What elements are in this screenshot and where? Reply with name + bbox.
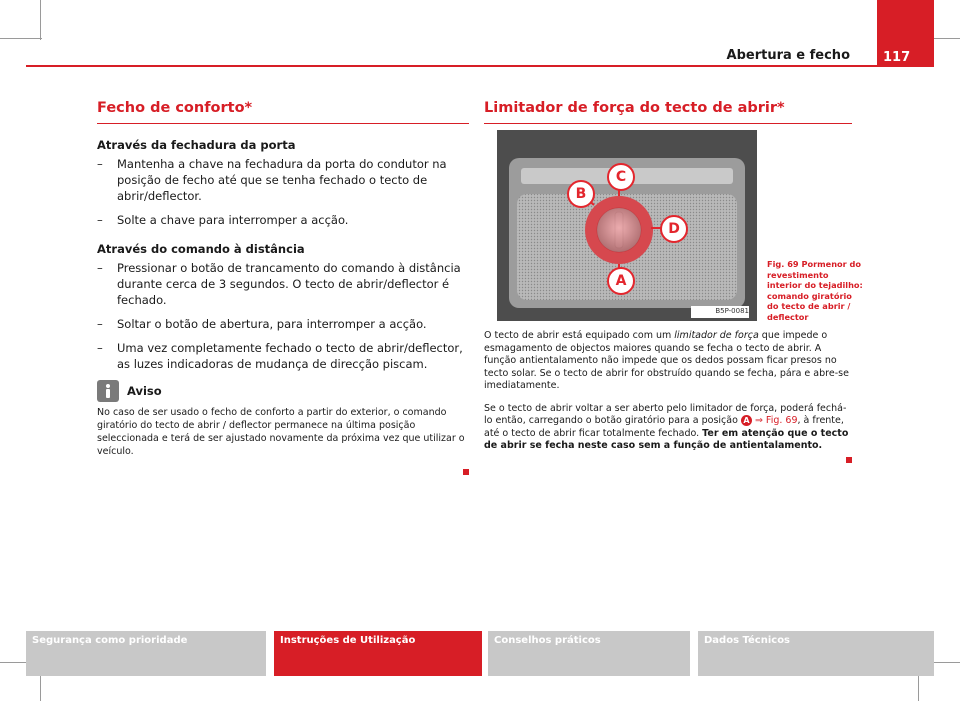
running-header: Abertura e fecho bbox=[726, 48, 850, 63]
figure-label-c: C bbox=[607, 163, 635, 191]
figure-label-d: D bbox=[660, 215, 688, 243]
list-item: – Pressionar o botão de trancamento do comando à distância durante cerca de 3 segundos. O tecto de abrir/deflector é fechado. bbox=[97, 261, 461, 307]
section-title-right: Limitador de força do tecto de abrir* bbox=[484, 100, 852, 124]
end-of-section-mark bbox=[463, 469, 469, 475]
paragraph: O tecto de abrir está equipado com um limitador de força que impede o esmagamento de objectos maiores quando se fecha o tecto de abrir. A função antientalamento não impede que os dedos possam ficar presos no tecto solar. Se o tecto de abrir for obstruído quando se fecha, pára e abre-se imediatamente. bbox=[484, 330, 849, 391]
note-header bbox=[97, 380, 469, 402]
figure-code: B5P-0081 bbox=[715, 307, 749, 315]
paragraph: Se o tecto de abrir voltar a ser aberto pelo limitador de força, poderá fechá-lo então, carregando o botão giratório para a posição A ⇒ Fig. 69, à frente, até o tecto de abrir ficar totalmente fechado. Ter em atenção que o tecto de abrir se fecha neste caso sem a função de antientalamento. bbox=[484, 402, 849, 451]
position-marker: A bbox=[741, 415, 752, 426]
subheading: Através da fechadura da porta bbox=[97, 138, 296, 152]
figure-link[interactable]: ⇒ Fig. 69 bbox=[754, 415, 798, 426]
figure-label-b: B bbox=[567, 180, 595, 208]
info-note-icon bbox=[97, 380, 119, 402]
footer-tab-tips[interactable]: Conselhos práticos bbox=[488, 631, 690, 676]
section-title-left: Fecho de conforto* bbox=[97, 100, 469, 124]
footer-tab-technical-data[interactable]: Dados Técnicos bbox=[698, 631, 934, 676]
left-column bbox=[97, 100, 469, 479]
list-item: – Mantenha a chave na fechadura da porta do condutor na posição de fecho até que se tenha fechado o tecto de abrir/deflector. bbox=[97, 157, 447, 203]
footer-tab-safety[interactable]: Segurança como prioridade bbox=[26, 631, 266, 676]
page-number: 117 bbox=[877, 0, 934, 67]
right-column bbox=[484, 100, 852, 124]
footer-tab-instructions[interactable]: Instruções de Utilização bbox=[274, 631, 482, 676]
note-text: No caso de ser usado o fecho de conforto a partir do exterior, o comando giratório do tecto de abrir / deflector permanece na última posição seleccionada e terá de ser ajustado novamente da próxima vez que utilizar o veículo. bbox=[97, 407, 465, 457]
right-body bbox=[484, 330, 852, 467]
list-item: – Soltar o botão de abertura, para interromper a acção. bbox=[97, 317, 427, 331]
end-of-section-mark bbox=[846, 457, 852, 463]
figure-caption: Fig. 69 Pormenor do revestimento interior do tejadilho: comando giratório do tecto de abrir / deflector bbox=[767, 259, 863, 322]
figure-roof-control bbox=[497, 130, 757, 321]
note-title: Aviso bbox=[127, 384, 162, 398]
figure-label-a: A bbox=[607, 267, 635, 295]
crop-mark bbox=[0, 38, 42, 39]
subheading: Através do comando à distância bbox=[97, 242, 305, 256]
crop-mark bbox=[40, 0, 41, 40]
list-item: – Solte a chave para interromper a acção. bbox=[97, 213, 349, 227]
list-item: – Uma vez completamente fechado o tecto de abrir/deflector, as luzes indicadoras de mudança de direcção piscam. bbox=[97, 341, 463, 371]
header-rule bbox=[26, 65, 934, 67]
